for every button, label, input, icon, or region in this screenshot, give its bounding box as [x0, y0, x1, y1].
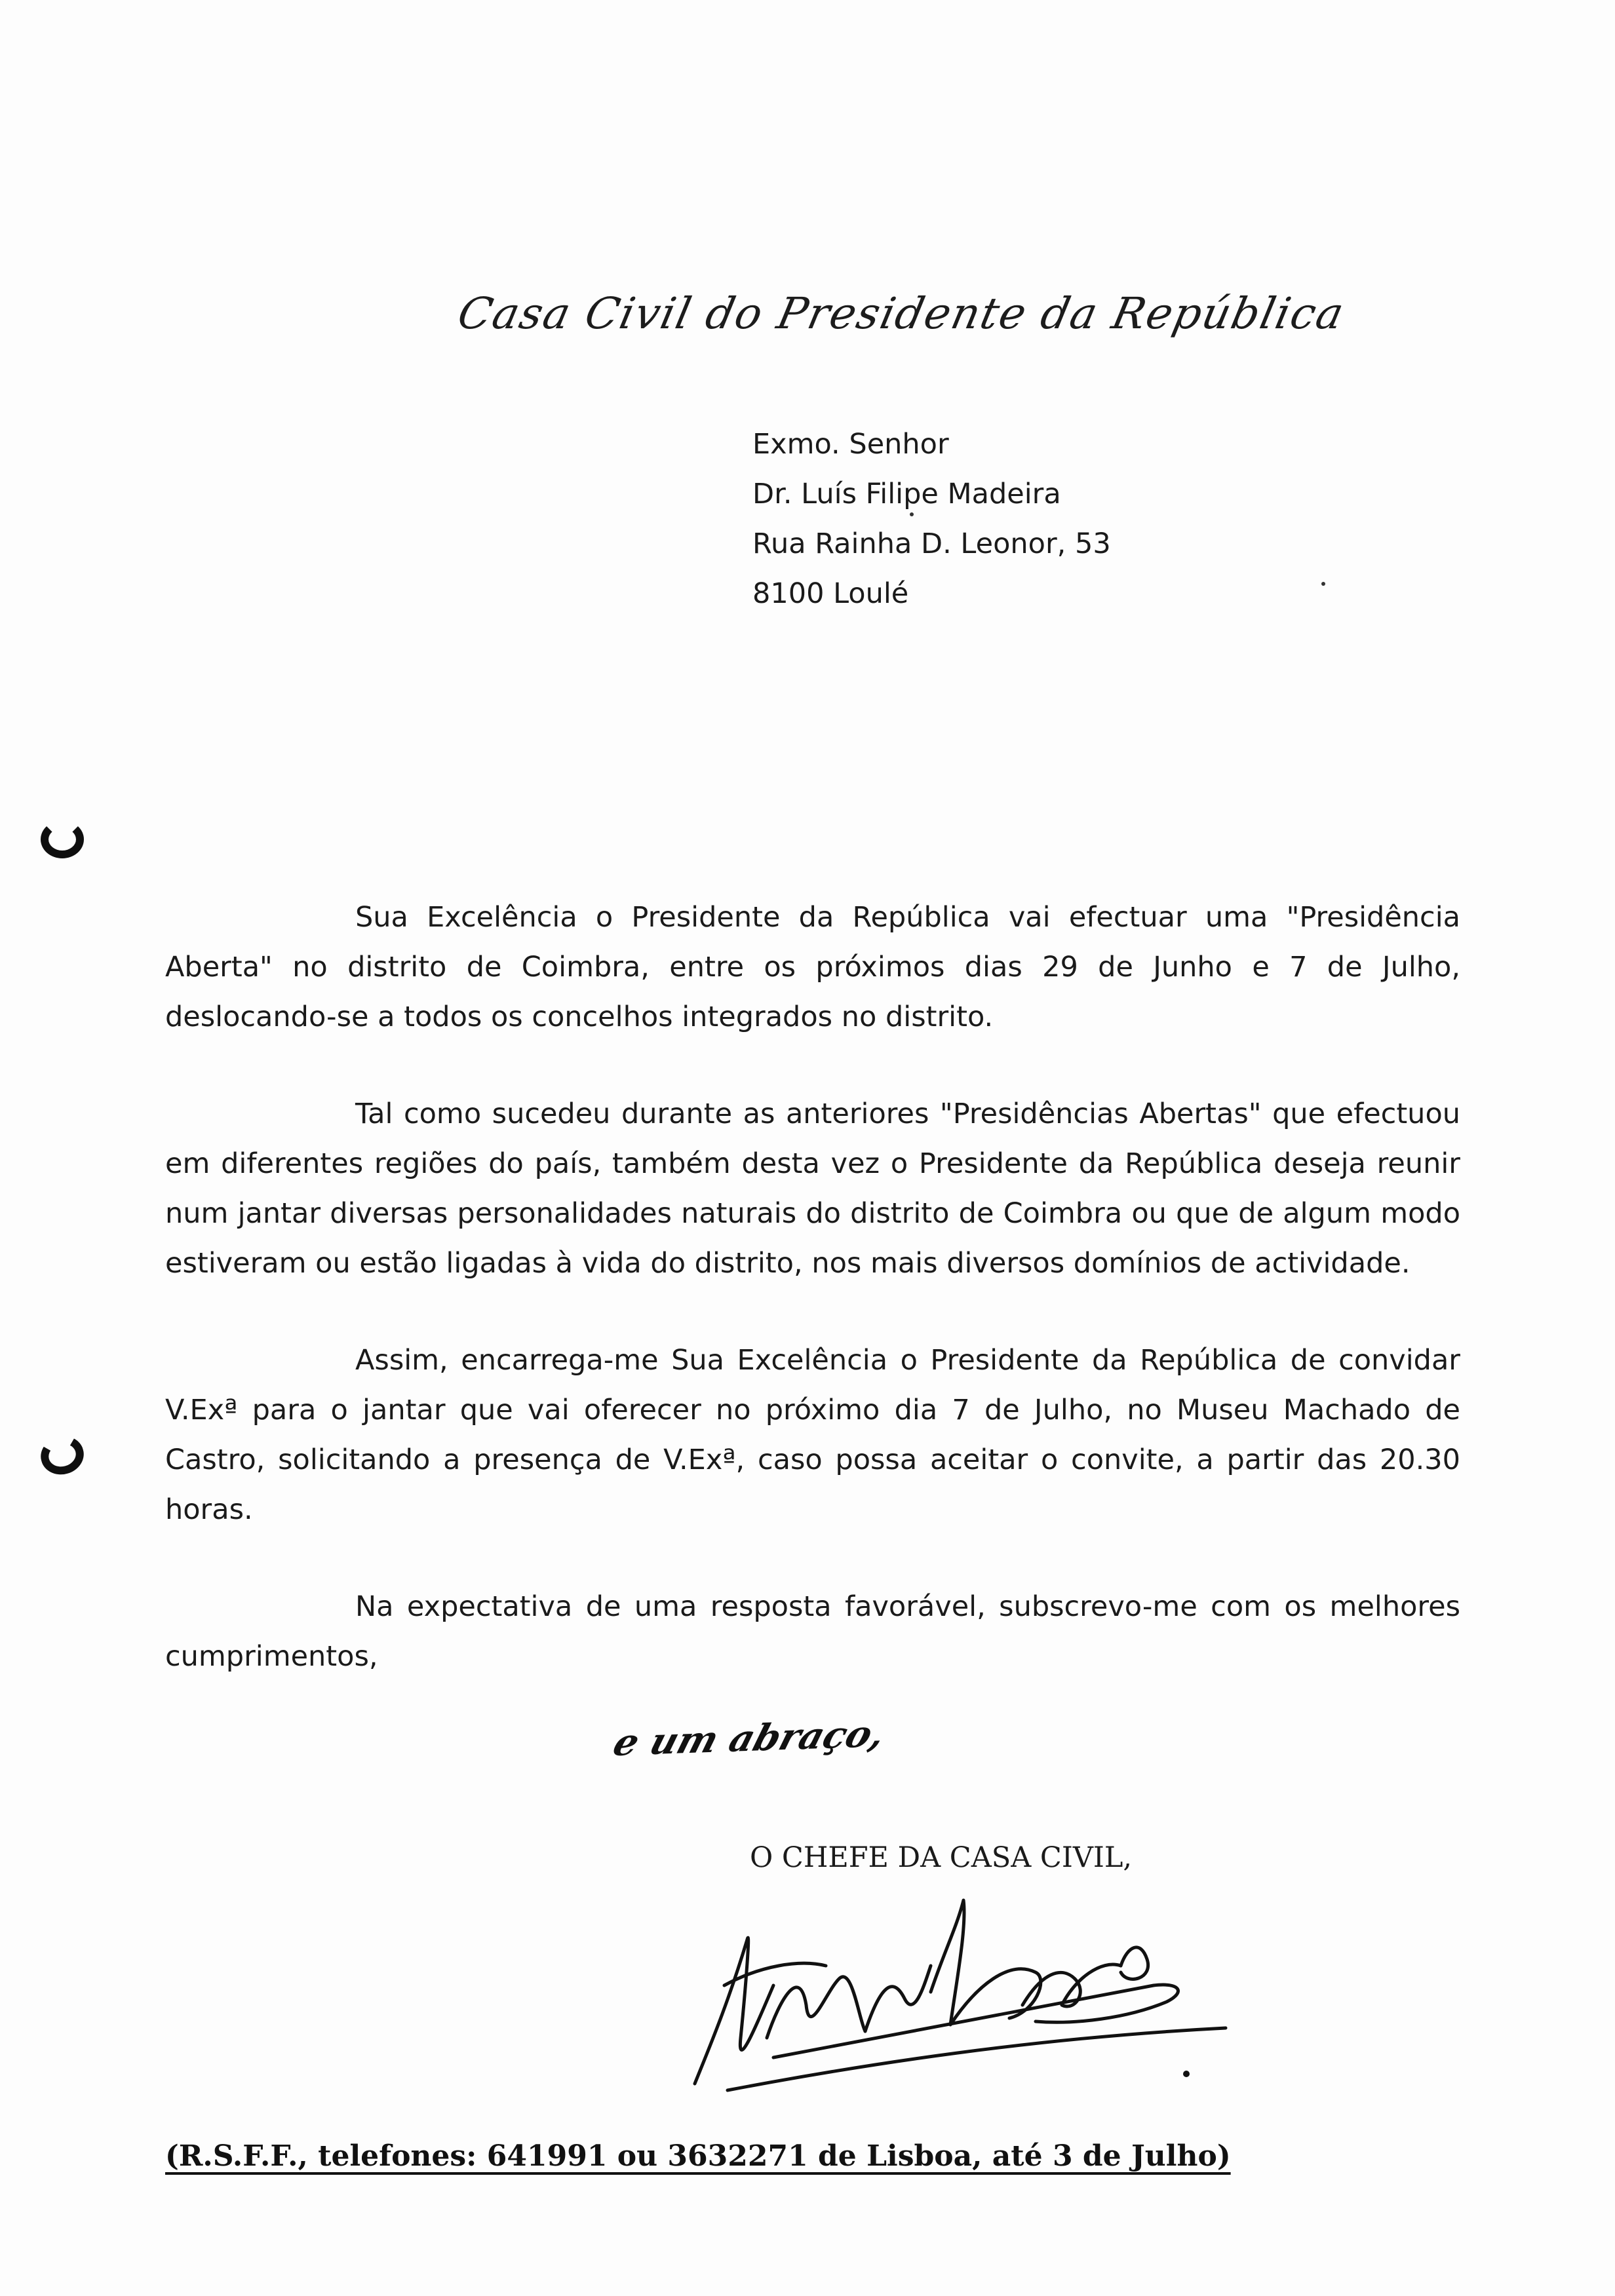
paper-speck [1321, 582, 1325, 586]
recipient-address-block [752, 419, 1111, 619]
recipient-name: Dr. Luís Filipe Madeira [752, 478, 1061, 510]
recipient-street: Rua Rainha D. Leonor, 53 [752, 527, 1111, 560]
punch-hole-top [41, 820, 84, 858]
body-paragraph-3: Assim, encarrega-me Sua Excelência o Presidente da República de convidar V.Exª para o jantar que vai oferecer no próximo dia 7 de Julho, no Museu Machado de Castro, solicitando a presença de V.Exª, caso possa aceitar o convite, a partir das 20.30 horas. [165, 1344, 1460, 1526]
body-paragraph-2: Tal como sucedeu durante as anteriores "Presidências Abertas" que efectuou em diferentes regiões do país, também desta vez o Presidente da República deseja reunir num jantar diversas personalidades naturais do distrito de Coimbra ou que de algum modo estiveram ou estão ligadas à vida do distrito, nos mais diversos domínios de actividade. [165, 1098, 1460, 1280]
body-paragraph-1: Sua Excelência o Presidente da República vai efectuar uma "Presidência Aberta" no distrito de Coimbra, entre os próximos dias 29 de Junho e 7 de Julho, deslocando-se a todos os concelhos integrados no distrito. [165, 901, 1460, 1033]
punch-hole-bottom [37, 1431, 88, 1479]
recipient-city: 8100 Loulé [752, 577, 909, 610]
signatory-title: O CHEFE DA CASA CIVIL, [750, 1841, 1133, 1874]
handwritten-closing-note: e um abraço, [608, 1712, 891, 1765]
handwritten-signature [669, 1887, 1245, 2103]
body-paragraph-4: Na expectativa de uma resposta favorável, subscrevo-me com os melhores cumprimentos, [165, 1590, 1460, 1673]
letterhead-title: Casa Civil do Presidente da República [453, 288, 1350, 339]
recipient-salutation: Exmo. Senhor [752, 428, 949, 461]
rsvp-footer-note: (R.S.F.F., telefones: 641991 ou 3632271 de Lisboa, até 3 de Julho) [165, 2139, 1231, 2173]
letter-body [165, 892, 1460, 1681]
paper-speck [910, 512, 914, 516]
